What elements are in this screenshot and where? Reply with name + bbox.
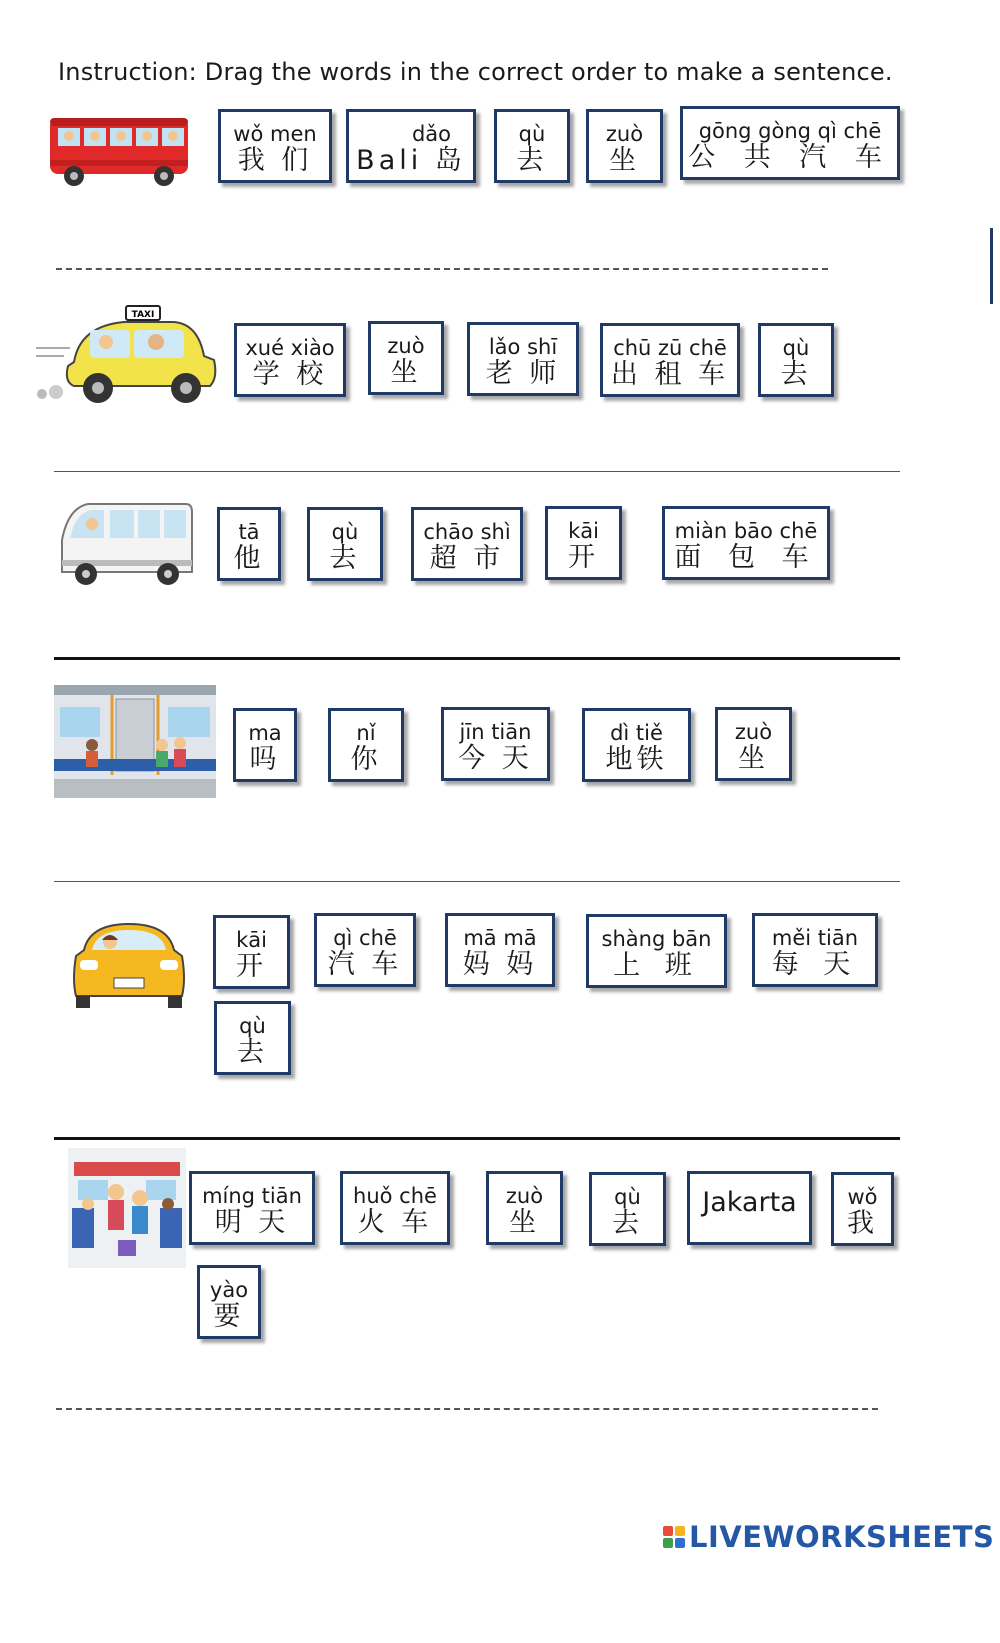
pinyin-text: mā mā: [463, 926, 537, 950]
hanzi-text: 明 天: [214, 1207, 290, 1238]
answer-line-4[interactable]: [54, 881, 900, 882]
word-card[interactable]: [411, 507, 523, 581]
pinyin-text: nǐ: [356, 721, 376, 745]
hanzi-text: 我: [847, 1208, 878, 1239]
pinyin-text: dǎo: [411, 122, 451, 146]
answer-line-2[interactable]: [54, 471, 900, 472]
van-icon: [58, 500, 194, 588]
hanzi-text: 公 共 汽 车: [688, 142, 892, 173]
word-text: Jakarta: [702, 1187, 797, 1218]
word-card[interactable]: [307, 507, 383, 581]
yellow-car-icon: [70, 920, 188, 1010]
answer-line-5[interactable]: [54, 1137, 900, 1140]
word-card[interactable]: [441, 707, 550, 781]
hanzi-text: 坐: [509, 1207, 540, 1238]
liveworksheets-logo: [663, 1520, 994, 1554]
hanzi-text: 地铁: [605, 744, 668, 775]
word-card[interactable]: [715, 707, 792, 781]
pinyin-text: qù: [239, 1014, 266, 1038]
pinyin-text: yào: [209, 1278, 249, 1302]
pinyin-text: chū zū chē: [613, 336, 727, 360]
word-card[interactable]: [328, 708, 404, 782]
brand-name: LIVEWORKSHEETS: [689, 1520, 995, 1554]
pinyin-text: dì tiě: [610, 721, 663, 745]
word-card[interactable]: [213, 915, 290, 989]
word-card[interactable]: [233, 708, 297, 782]
hanzi-text: 老 师: [485, 358, 561, 389]
hanzi-text: 你: [350, 744, 382, 775]
word-card[interactable]: [218, 109, 332, 183]
word-card[interactable]: [831, 1172, 894, 1246]
hanzi-text: 每 天: [771, 949, 859, 980]
hanzi-text: 去: [780, 359, 812, 390]
subway-interior-icon: [54, 685, 216, 798]
pinyin-text: gōng gòng qì chē: [698, 119, 882, 143]
pinyin-text: zuò: [387, 334, 425, 358]
pinyin-text: wǒ men: [233, 122, 317, 146]
hanzi-text: 吗: [249, 744, 281, 775]
pinyin-text: měi tiān: [771, 926, 859, 950]
hanzi-text: 要: [213, 1301, 245, 1332]
word-card[interactable]: [758, 323, 834, 397]
word-card[interactable]: [445, 913, 555, 987]
word-card[interactable]: [234, 323, 346, 397]
hanzi-text: 去: [237, 1037, 268, 1068]
hanzi-text: 去: [516, 145, 548, 176]
word-card[interactable]: [217, 507, 281, 581]
word-card[interactable]: [662, 506, 830, 580]
word-card[interactable]: [467, 322, 579, 396]
red-bus-icon: [46, 112, 192, 188]
word-card[interactable]: [600, 323, 740, 397]
hanzi-text: 汽 车: [327, 949, 403, 980]
pinyin-text: zuò: [734, 720, 773, 744]
hanzi-text: 开: [236, 951, 267, 982]
word-card[interactable]: [340, 1171, 450, 1245]
pinyin-text: ma: [248, 721, 282, 745]
pinyin-text: kāi: [568, 519, 599, 543]
pinyin-text: tā: [238, 520, 260, 544]
word-card[interactable]: [545, 506, 622, 580]
taxi-icon: [34, 302, 220, 406]
word-card[interactable]: [687, 1171, 812, 1245]
scroll-indicator[interactable]: [990, 228, 993, 304]
hanzi-text: 坐: [738, 743, 769, 774]
pinyin-text: qù: [331, 520, 359, 544]
logo-grid-icon: [663, 1526, 685, 1548]
instruction-text: Instruction: Drag the words in the correct order to make a sentence.: [58, 58, 893, 86]
svg-text:TAXI: TAXI: [131, 310, 155, 320]
hanzi-text: 学 校: [252, 359, 328, 390]
hanzi-text: 妈 妈: [462, 949, 538, 980]
pinyin-text: zuò: [605, 122, 644, 146]
pinyin-text: jīn tiān: [459, 720, 532, 744]
word-card[interactable]: [589, 1172, 666, 1246]
pinyin-text: miàn bāo chē: [674, 519, 818, 543]
word-card[interactable]: [314, 913, 416, 987]
word-card[interactable]: [680, 106, 900, 180]
pinyin-text: qì chē: [333, 926, 397, 950]
pinyin-text: qù: [518, 122, 546, 146]
pinyin-text: zuò: [505, 1184, 544, 1208]
hanzi-text: 坐: [609, 145, 640, 176]
hanzi-text: 上 班: [613, 950, 700, 981]
pinyin-text: qù: [782, 336, 810, 360]
hanzi-text: 今 天: [458, 743, 533, 774]
answer-line-6[interactable]: [56, 1408, 878, 1410]
pinyin-text: qù: [614, 1185, 641, 1209]
word-card[interactable]: [346, 109, 476, 183]
pinyin-text: wǒ: [847, 1185, 878, 1209]
pinyin-text: xué xiào: [245, 336, 335, 360]
word-card[interactable]: [586, 109, 663, 183]
hanzi-text: Bali 岛: [356, 145, 466, 176]
pinyin-text: huǒ chē: [353, 1184, 437, 1208]
pinyin-text: chāo shì: [423, 520, 511, 544]
word-card[interactable]: [752, 913, 878, 987]
hanzi-text: 火 车: [357, 1207, 433, 1238]
hanzi-text: 开: [568, 542, 599, 573]
word-card[interactable]: [586, 914, 727, 988]
word-card[interactable]: [582, 708, 691, 782]
pinyin-text: kāi: [236, 928, 267, 952]
word-card[interactable]: [368, 321, 444, 395]
hanzi-text: 他: [233, 543, 265, 574]
hanzi-text: 去: [329, 543, 361, 574]
train-interior-icon: [68, 1148, 186, 1268]
answer-line-1[interactable]: [56, 268, 828, 270]
word-card[interactable]: [486, 1171, 563, 1245]
hanzi-text: 面 包 车: [674, 542, 818, 573]
pinyin-text: shàng bān: [601, 927, 712, 951]
pinyin-text: míng tiān: [202, 1184, 302, 1208]
hanzi-text: 出 租 车: [610, 359, 730, 390]
pinyin-text: lǎo shī: [488, 335, 558, 359]
hanzi-text: 去: [612, 1208, 643, 1239]
word-card[interactable]: [197, 1265, 261, 1339]
word-card[interactable]: [214, 1001, 291, 1075]
hanzi-text: 我 们: [237, 145, 313, 176]
hanzi-text: 坐: [390, 357, 422, 388]
word-card[interactable]: [189, 1171, 315, 1245]
answer-line-3[interactable]: [54, 657, 900, 660]
hanzi-text: 超 市: [429, 543, 505, 574]
word-card[interactable]: [494, 109, 570, 183]
